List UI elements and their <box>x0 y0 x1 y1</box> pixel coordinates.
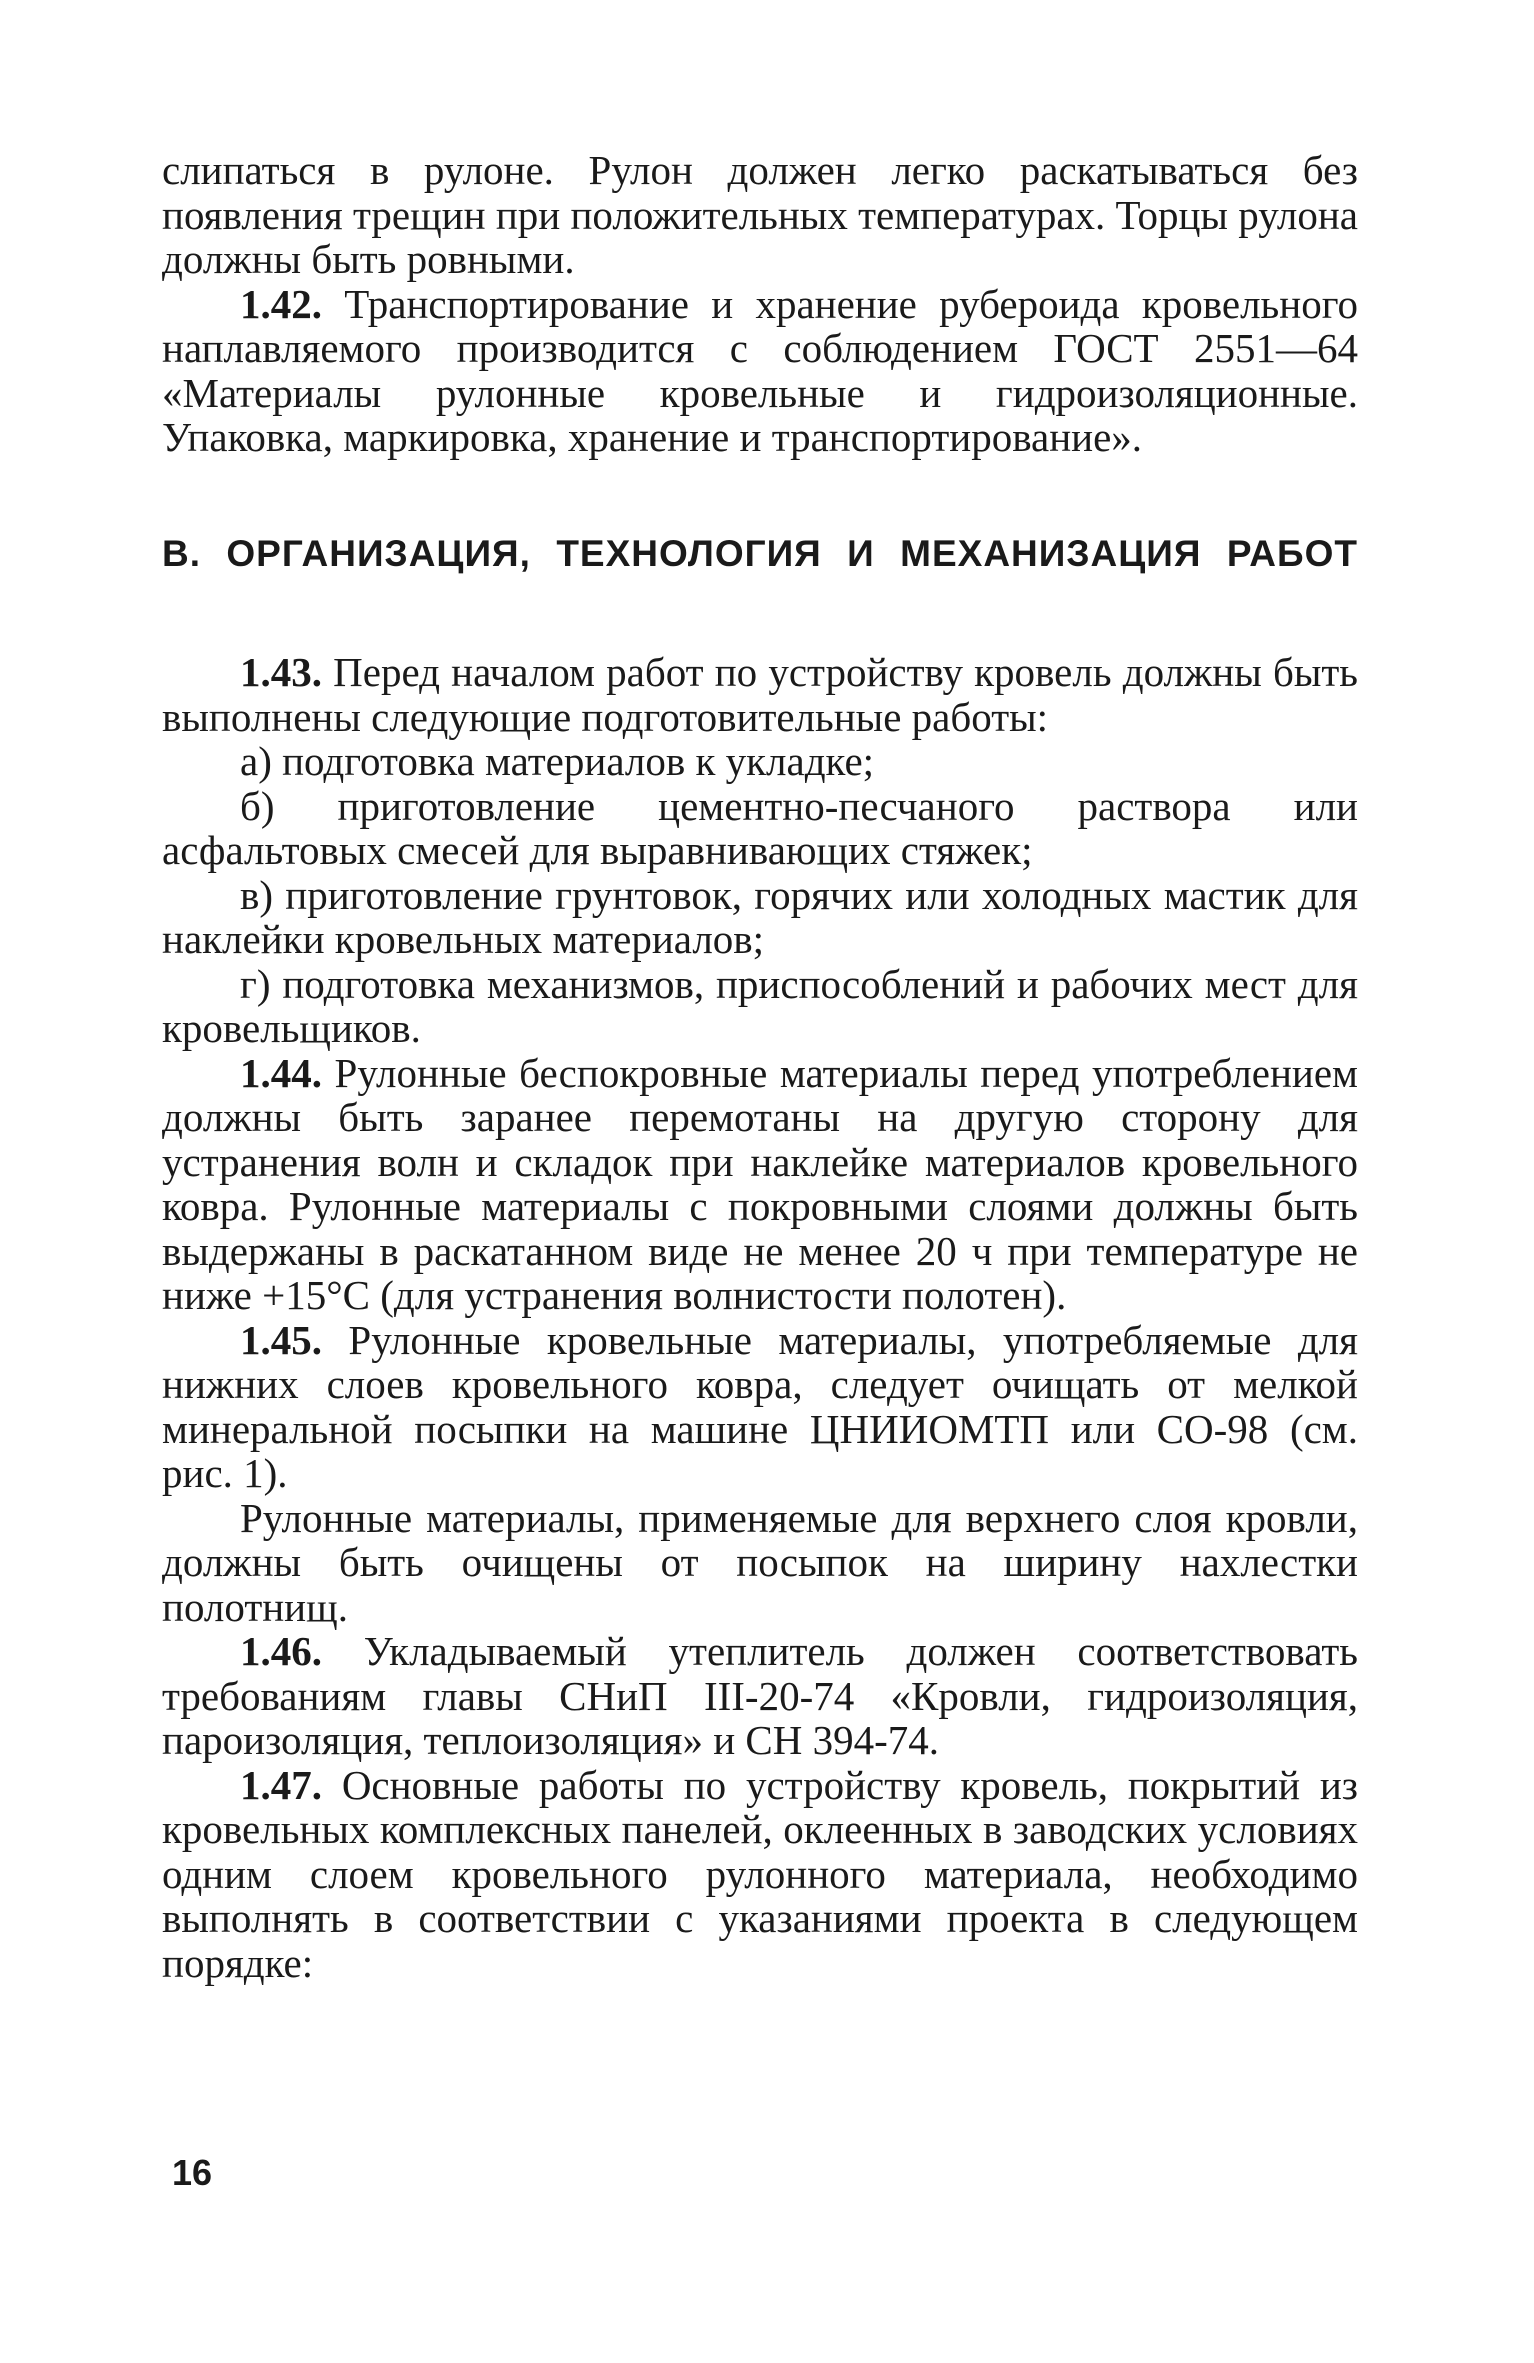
document-page <box>162 148 1358 1985</box>
section-heading: В. ОРГАНИЗАЦИЯ, ТЕХНОЛОГИЯ И МЕХАНИЗАЦИЯ РАБОТ <box>162 532 1358 574</box>
paragraph-1-43 <box>162 650 1358 739</box>
list-item-g: г) подготовка механизмов, приспособлений и рабочих мест для кровельщиков. <box>162 960 1358 1051</box>
paragraph-text: Укладываемый утеплитель должен соответствовать требованиям главы СНиП III-20-74 «Кровли, гидроизоляция, пароизоляция, теплоизоляция» и СН 394-74. <box>162 1628 1358 1763</box>
paragraph-1-45-continued: Рулонные материалы, применяемые для верхнего слоя кровли, должны быть очищены от посыпок на ширину нахлестки полотнищ. <box>162 1494 1358 1630</box>
paragraph-text: Рулонные кровельные материалы, употребляемые для нижних слоев кровельного ковра, следует очищать от мелкой минеральной посыпки на машине ЦНИИОМТП или СО-98 (см. рис. 1). <box>162 1316 1358 1496</box>
paragraph-1-42 <box>162 282 1358 460</box>
paragraph-1-47 <box>162 1763 1358 1986</box>
paragraph-number: 1.42. <box>240 280 322 327</box>
list-item-b: б) приготовление цементно-песчаного раствора или асфальтовых смесей для выравнивающих стяжек; <box>162 782 1358 873</box>
paragraph-number: 1.46. <box>240 1628 322 1674</box>
paragraph-1-45 <box>162 1318 1358 1496</box>
paragraph-number: 1.44. <box>240 1049 322 1096</box>
paragraph-number: 1.43. <box>240 649 322 695</box>
paragraph-text: Транспортирование и хранение рубероида кровельного наплавляемого производится с соблюдением ГОСТ 2551—64 «Материалы рулонные кровельные и гидроизоляционные. Упаковка, маркировка, хранение и транспортирование». <box>162 280 1358 460</box>
list-item-v: в) приготовление грунтовок, горячих или холодных мастик для наклейки кровельных материалов; <box>162 871 1358 962</box>
paragraph-text: Перед началом работ по устройству кровель должны быть выполнены следующие подготовительные работы: <box>162 649 1358 740</box>
paragraph-number: 1.47. <box>240 1761 322 1808</box>
paragraph-1-44 <box>162 1051 1358 1318</box>
paragraph-number: 1.45. <box>240 1316 322 1363</box>
paragraph-1-46 <box>162 1629 1358 1763</box>
list-item-a: а) подготовка материалов к укладке; <box>240 738 875 784</box>
paragraph-text: Основные работы по устройству кровель, покрытий из кровельных комплексных панелей, оклеенных в заводских условиях одним слоем кровельного рулонного материала, необходимо выполнять в соответствии с указаниями проекта в следующем порядке: <box>162 1761 1358 1986</box>
page-number: 16 <box>172 2152 213 2193</box>
intro-paragraph: слипаться в рулоне. Рулон должен легко раскатываться без появления трещин при положительных температурах. Торцы рулона должны быть ровными. <box>162 147 1358 282</box>
paragraph-text: Рулонные беспокровные материалы перед употреблением должны быть заранее перемотаны на другую сторону для устранения волн и складок при наклейке материалов кровельного ковра. Рулонные материалы с покровными слоями должны быть выдержаны в раскатанном виде не менее 20 ч при температуре не ниже +15°С (для устранения волнистости полотен). <box>162 1049 1358 1318</box>
